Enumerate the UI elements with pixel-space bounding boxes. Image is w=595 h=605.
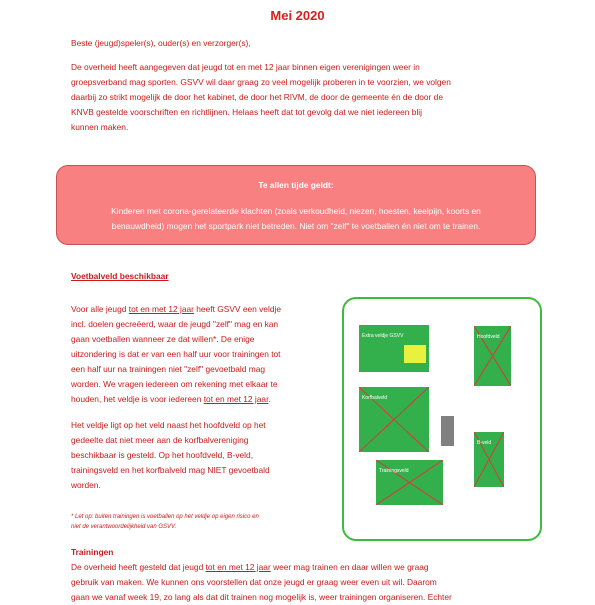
field-label: Korfbalveld bbox=[362, 395, 388, 401]
intro-line: KNVB gestelde voorschriften en richtlijnen. Helaas heeft dat tot gevolg dat we niet iedereen blij bbox=[71, 107, 423, 117]
para-line: worden. We vragen iedereen om rekening met elkaar te bbox=[71, 379, 278, 389]
field-map bbox=[342, 297, 542, 541]
para-line: houden, het veldje is voor iedereen tot en met 12 jaar. bbox=[71, 394, 271, 404]
intro-paragraph bbox=[71, 60, 541, 135]
footnote bbox=[71, 512, 341, 532]
intro-line: daarbij zo strikt mogelijk de door het kabinet, de door het RIVM, de door de gemeente én de door de bbox=[71, 92, 443, 102]
notice-text bbox=[71, 204, 521, 234]
para-line: Het veldje ligt op het veld naast het hoofdveld op het bbox=[71, 420, 266, 430]
para-line: worden. bbox=[71, 480, 101, 490]
notice-line: Kinderen met corona-gerelateerde klachten (zoals verkoudheid, niezen, hoesten, keelpijn, koorts en bbox=[111, 206, 481, 216]
intro-line: groepsverband mag sporten. GSVV wil daar graag zo veel mogelijk proberen in te voorzien, we volgen bbox=[71, 77, 451, 87]
notice-line: benauwdheid) mogen het sportpark niet betreden. Niet om "zelf" te voetballen én niet om te trainen. bbox=[111, 221, 481, 231]
voetbalveld-paragraph bbox=[71, 302, 336, 407]
notice-box bbox=[56, 165, 536, 245]
section-heading-voetbalveld: Voetbalveld beschikbaar bbox=[71, 271, 169, 281]
extra-veldje-field bbox=[359, 325, 429, 372]
b-veld-field bbox=[474, 432, 504, 487]
para-line: Voor alle jeugd tot en met 12 jaar heeft GSVV een veldje bbox=[71, 304, 281, 314]
para-line: gedeelte dat niet meer aan de korfbalvereniging bbox=[71, 435, 249, 445]
field-label: Hoofdveld bbox=[477, 334, 500, 340]
notice-title: Te allen tijde geldt: bbox=[258, 180, 334, 190]
intro-line: kunnen maken. bbox=[71, 122, 129, 132]
para-line: gaan voetballen wanneer ze dat willen*. De enige bbox=[71, 334, 255, 344]
trainingsveld-field bbox=[376, 460, 443, 505]
para-line: trainingsveld en het korfbalveld mag NIET gevoetbald bbox=[71, 465, 270, 475]
para-line: De overheid heeft gesteld dat jeugd tot en met 12 jaar weer mag trainen en daar willen we graag bbox=[71, 562, 429, 572]
para-line: incl. doelen gecreëerd, waar de jeugd "zelf" mag en kan bbox=[71, 319, 279, 329]
korfbalveld-field bbox=[359, 387, 429, 452]
highlight-area bbox=[404, 345, 426, 363]
footnote-line: * Let op: buiten trainingen is voetballen op het veldje op eigen risico en bbox=[71, 514, 259, 520]
para-line: uitzondering is dat er van een half uur voor trainingen tot bbox=[71, 349, 281, 359]
para-line: een half uur na trainingen niet "zelf" gevoetbald mag bbox=[71, 364, 266, 374]
para-line: beschikbaar is gesteld. Op het hoofdveld, B-veld, bbox=[71, 450, 254, 460]
page-title: Mei 2020 bbox=[270, 8, 325, 23]
hoofdveld-field bbox=[474, 326, 511, 386]
greeting: Beste (jeugd)speler(s), ouder(s) en verzorger(s), bbox=[71, 38, 251, 48]
field-label: Extra veldje GSVV bbox=[362, 333, 404, 339]
footnote-line: niet de verantwoordelijkheid van GSVV. bbox=[71, 524, 177, 530]
section-heading-trainingen: Trainingen bbox=[71, 547, 114, 557]
field-label: B-veld bbox=[477, 440, 492, 446]
para-line: gaan we vanaf week 19, zo lang als dat dit trainen nog mogelijk is, weer trainingen organiseren. Echter bbox=[71, 592, 452, 602]
field-label: Trainingsveld bbox=[379, 468, 409, 474]
veldje-location-paragraph bbox=[71, 418, 336, 493]
building-block bbox=[441, 416, 454, 446]
intro-line: De overheid heeft aangegeven dat jeugd tot en met 12 jaar binnen eigen verenigingen weer in bbox=[71, 62, 420, 72]
trainingen-paragraph bbox=[71, 560, 541, 605]
para-line: gebruik van maken. We kunnen ons voorstellen dat onze jeugd er graag weer even uit wil. Daarom bbox=[71, 577, 437, 587]
